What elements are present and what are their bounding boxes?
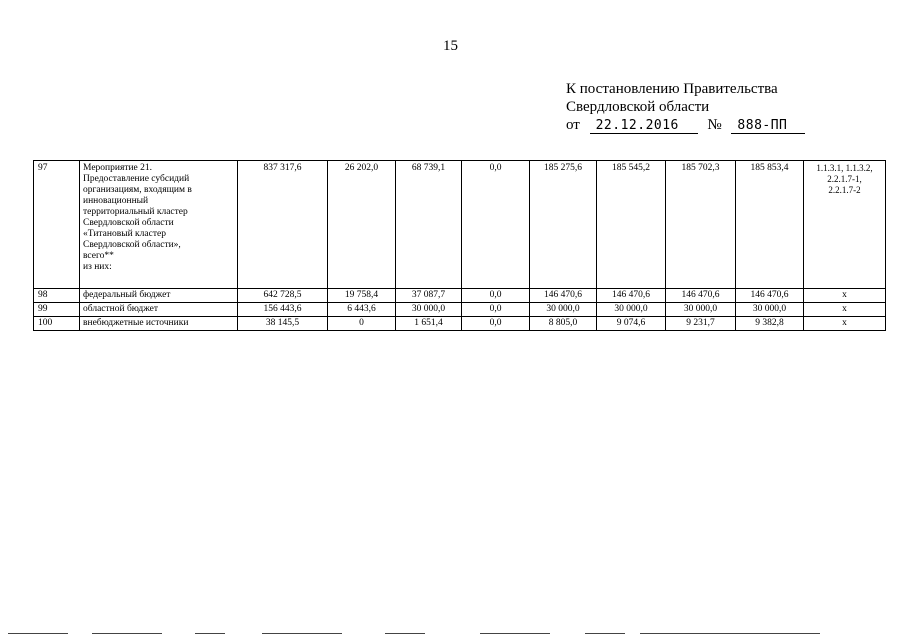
target-line: 2.2.1.7-2: [828, 185, 861, 195]
value-cell: 0,0: [462, 317, 530, 331]
value-cell: 9 231,7: [666, 317, 736, 331]
value-cell: 1 651,4: [396, 317, 462, 331]
name-line: инновационный: [83, 196, 149, 206]
value-cell: 185 275,6: [530, 161, 597, 289]
date-prefix: от: [566, 117, 580, 133]
scan-artifact-line: [262, 633, 342, 634]
value-cell: 6 443,6: [328, 303, 396, 317]
row-name: внебюджетные источники: [80, 317, 238, 331]
name-line: организациям, входящим в: [83, 185, 192, 195]
value-cell: 837 317,6: [238, 161, 328, 289]
name-line: Свердловской области»,: [83, 240, 181, 250]
row-number: 98: [34, 289, 80, 303]
value-cell: 185 702,3: [666, 161, 736, 289]
value-cell: 30 000,0: [736, 303, 804, 317]
value-cell: 38 145,5: [238, 317, 328, 331]
table-row: [34, 289, 886, 303]
value-cell: 68 739,1: [396, 161, 462, 289]
table-row: [34, 303, 886, 317]
value-cell: 0,0: [462, 161, 530, 289]
value-cell: 146 470,6: [530, 289, 597, 303]
value-cell: 146 470,6: [597, 289, 666, 303]
value-cell: 146 470,6: [736, 289, 804, 303]
scan-artifact-line: [8, 633, 68, 634]
number-sign: №: [707, 117, 722, 133]
value-cell: 0,0: [462, 303, 530, 317]
row-name: федеральный бюджет: [80, 289, 238, 303]
value-cell: 30 000,0: [597, 303, 666, 317]
value-cell: 185 545,2: [597, 161, 666, 289]
target-indicators: х: [804, 289, 886, 303]
name-line: Свердловской области: [83, 218, 174, 228]
page-number: 15: [443, 38, 458, 54]
value-cell: 30 000,0: [530, 303, 597, 317]
value-cell: 642 728,5: [238, 289, 328, 303]
value-cell: 30 000,0: [666, 303, 736, 317]
scan-artifact-line: [585, 633, 625, 634]
row-name: [80, 161, 238, 289]
row-number: 100: [34, 317, 80, 331]
value-cell: 37 087,7: [396, 289, 462, 303]
value-cell: 9 074,6: [597, 317, 666, 331]
name-line: Мероприятие 21.: [83, 163, 153, 173]
scan-artifact-line: [195, 633, 225, 634]
value-cell: 156 443,6: [238, 303, 328, 317]
scan-artifact-line: [92, 633, 162, 634]
target-indicators: х: [804, 317, 886, 331]
header-line-1: К постановлению Правительства: [566, 81, 778, 97]
value-cell: 19 758,4: [328, 289, 396, 303]
value-cell: 9 382,8: [736, 317, 804, 331]
row-number: 99: [34, 303, 80, 317]
header-line-2: Свердловской области: [566, 99, 710, 115]
value-cell: 185 853,4: [736, 161, 804, 289]
value-cell: 26 202,0: [328, 161, 396, 289]
row-name: областной бюджет: [80, 303, 238, 317]
name-line: из них:: [83, 262, 112, 272]
value-cell: 0,0: [462, 289, 530, 303]
funding-table: [33, 160, 886, 331]
target-line: 2.2.1.7-1,: [827, 174, 862, 184]
date-number-line: [566, 116, 805, 134]
document-number: 888-ПП: [731, 119, 805, 134]
name-line: всего**: [83, 251, 114, 261]
name-line: «Титановый кластер: [83, 229, 166, 239]
name-line: территориальный кластер: [83, 207, 188, 217]
target-indicators: [804, 161, 886, 289]
value-cell: 30 000,0: [396, 303, 462, 317]
approval-header: [566, 80, 805, 134]
value-cell: 0: [328, 317, 396, 331]
value-cell: 146 470,6: [666, 289, 736, 303]
row-number: 97: [34, 161, 80, 289]
name-line: Предоставление субсидий: [83, 174, 190, 184]
value-cell: 8 805,0: [530, 317, 597, 331]
target-line: 1.1.3.1, 1.1.3.2,: [816, 163, 873, 173]
table-row: [34, 317, 886, 331]
scan-artifact-line: [640, 633, 820, 634]
scan-artifact-line: [385, 633, 425, 634]
table-row: [34, 161, 886, 289]
target-indicators: х: [804, 303, 886, 317]
scan-artifact-line: [480, 633, 550, 634]
date-value: 22.12.2016: [590, 119, 698, 134]
